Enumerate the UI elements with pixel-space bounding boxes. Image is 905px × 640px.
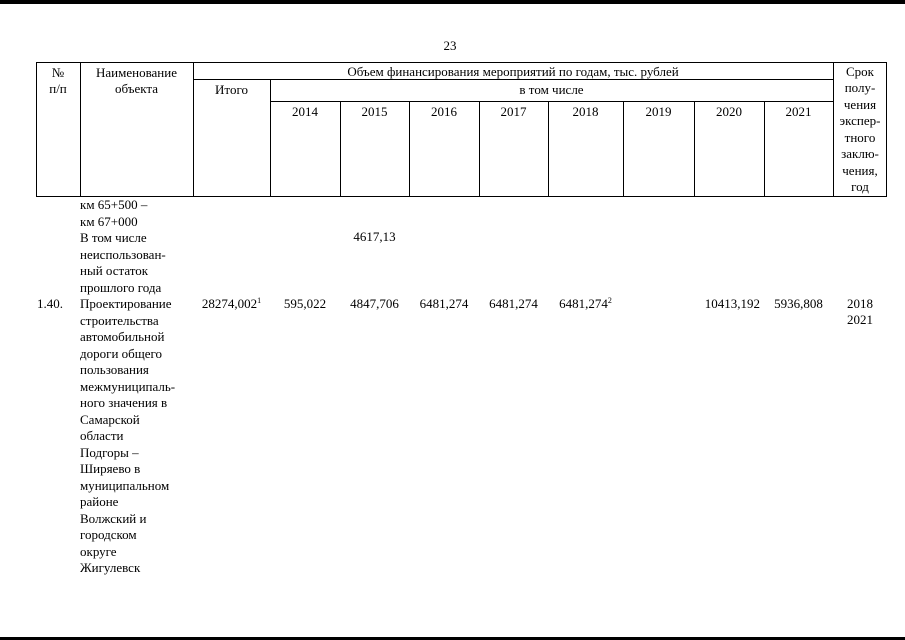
footnote-marker-1: 1	[257, 296, 262, 305]
header-name-line1: Наименование	[96, 65, 177, 80]
prev-row-name	[80, 197, 166, 296]
header-year-2014: 2014	[292, 104, 318, 119]
header-year-2019: 2019	[645, 104, 672, 119]
row-140-name-line: дороги общего	[80, 345, 163, 361]
row-140-name	[80, 296, 175, 577]
footnote-marker-2: 2	[607, 296, 612, 305]
header-year-2021: 2021	[785, 104, 812, 119]
prev-name-line: прошлого года	[80, 279, 162, 295]
row-140-name-line: муниципальном	[80, 477, 170, 493]
header-year-2020: 2020	[716, 104, 742, 119]
row-140-name-line: ного значения в	[80, 395, 168, 410]
row-140-name-line: Проектирование	[80, 296, 172, 311]
row-140-name-line: округе	[80, 543, 117, 559]
row-140-2015: 4847,706	[350, 296, 399, 311]
header-deadline-5: тного	[844, 130, 876, 145]
row-140-name-line: межмуниципаль-	[80, 378, 176, 394]
header-deadline-7: чения,	[842, 163, 878, 178]
header-year-2017: 2017	[500, 104, 527, 119]
header-year-2015: 2015	[361, 104, 388, 119]
header-deadline-3: чения	[843, 97, 877, 112]
row-140-2016: 6481,274	[419, 296, 469, 311]
row-140-num: 1.40.	[37, 296, 63, 311]
row-140-name-line: Самарской	[80, 411, 140, 427]
row-140-total-value: 28274,002	[201, 296, 258, 311]
row-140-2020: 10413,192	[704, 296, 760, 311]
row-140-total	[193, 296, 270, 312]
header-year-2016: 2016	[431, 104, 457, 119]
header-name-line2: объекта	[114, 81, 159, 96]
row-140-deadline-start: 2018	[847, 296, 873, 311]
row-140-name-line: Подгоры –	[80, 444, 139, 460]
page-number: 23	[443, 38, 457, 53]
prev-name-line: В том числе	[80, 230, 147, 245]
header-total: Итого	[215, 82, 248, 97]
row-140-deadline-end: 2021	[847, 312, 873, 327]
row-140-name-line: автомобильной	[80, 329, 165, 344]
header-funding: Объем финансирования мероприятий по годам, тыс. рублей	[347, 64, 679, 79]
prev-name-line: ный остаток	[80, 263, 149, 278]
header-including: в том числе	[519, 82, 584, 97]
prev-name-line: км 65+500 –	[80, 197, 148, 212]
prev-value-2015: 4617,13	[353, 229, 396, 244]
row-140-name-line: строительства	[80, 312, 159, 328]
row-140-2017: 6481,274	[489, 296, 538, 311]
header-deadline-8: год	[851, 179, 869, 194]
row-140-name-line: пользования	[80, 362, 149, 377]
prev-name-line: неиспользован-	[80, 246, 166, 262]
row-140-name-line: Волжский и	[80, 510, 147, 526]
header-year-2018: 2018	[572, 104, 599, 119]
row-140-name-line: Ширяево в	[80, 461, 141, 476]
row-140-name-line: городском	[80, 527, 137, 542]
header-deadline-4: экспер-	[839, 113, 881, 128]
row-140-2018-value: 6481,274	[559, 296, 608, 311]
row-140-2014: 595,022	[283, 296, 327, 311]
header-num-pp: п/п	[49, 81, 67, 96]
row-140-name-line: области	[80, 428, 124, 443]
header-num: №	[51, 65, 65, 80]
header-deadline-1: Срок	[846, 64, 874, 79]
row-140-2021: 5936,808	[774, 296, 823, 311]
row-140-2018	[548, 296, 623, 312]
prev-name-line: км 67+000	[80, 213, 138, 229]
header-deadline-6: заклю-	[841, 146, 879, 161]
header-deadline-2: полу-	[844, 80, 876, 95]
row-140-name-line: Жигулевск	[80, 560, 141, 575]
row-140-name-line: районе	[80, 494, 119, 509]
